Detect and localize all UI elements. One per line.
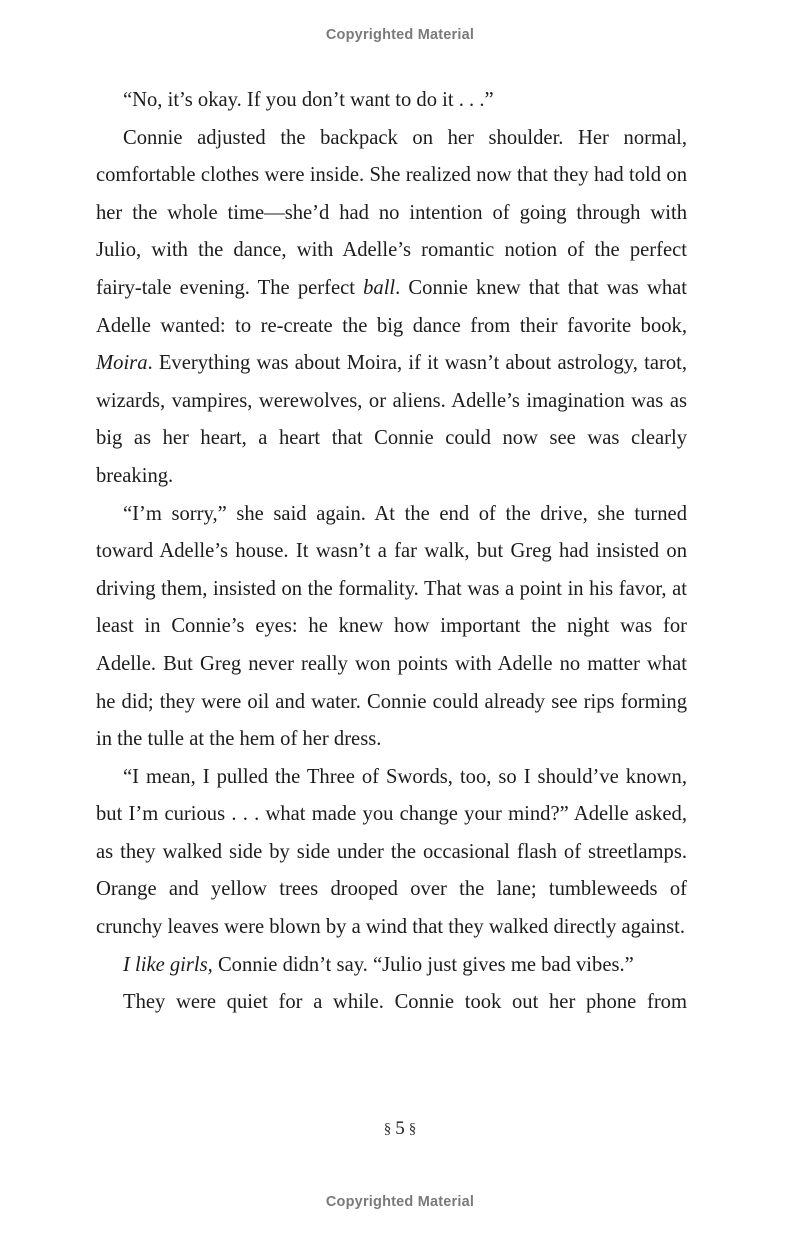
- paragraph-4: “I mean, I pulled the Three of Swords, too, so I should’ve known, but I’m curious . . . what made you change your mind?” Adelle asked, as they walked side by side under the occasional flash of streetlamps. Orange and yellow trees drooped over the lane; tumbleweeds of crunchy leaves were blown by a wind that they walked directly against.: [96, 765, 687, 939]
- paragraph-3: “I’m sorry,” she said again. At the end of the drive, she turned toward Adelle’s house. It wasn’t a far walk, but Greg had insisted on driving them, insisted on the formality. That was a point in his favor, at least in Connie’s eyes: he knew how important the night was for Adelle. But Greg never really won points with Adelle no matter what he did; they were oil and water. Connie could already see rips forming in the tulle at the hem of her dress.: [96, 502, 687, 751]
- paragraph-2-part-c: . Everything was about Moira, if it wasn’t about astrology, tarot, wizards, vampires, werewolves, or aliens. Adelle’s imagination was as big as her heart, a heart that Connie could now see was clearly breaking.: [96, 352, 687, 487]
- copyright-watermark-top: Copyrighted Material: [325, 27, 475, 43]
- paragraph-5: [96, 947, 687, 985]
- paragraph-2: [96, 120, 687, 496]
- folio-ornament-right-icon: §: [408, 1121, 417, 1137]
- paragraph-1: “No, it’s okay. If you don’t want to do it . . .”: [123, 89, 494, 111]
- paragraph-6: They were quiet for a while. Connie took out her phone from: [123, 991, 687, 1014]
- folio-ornament-left-icon: §: [383, 1121, 392, 1137]
- paragraph-2-part-b: . Connie knew that that was what Adelle wanted: to re-create the big dance from their favorite book,: [96, 276, 687, 337]
- page-number-folio: [0, 1118, 800, 1140]
- paragraph-5-italic: I like girls,: [123, 953, 213, 976]
- page-body-text: [96, 82, 687, 1022]
- copyright-watermark-bottom: Copyrighted Material: [325, 1194, 475, 1210]
- page-number: 5: [395, 1118, 405, 1139]
- paragraph-5-rest: Connie didn’t say. “Julio just gives me bad vibes.”: [212, 953, 634, 976]
- paragraph-2-italic-moira: Moira: [96, 352, 148, 375]
- paragraph-2-italic-ball: ball: [363, 276, 396, 299]
- paragraph-2-part-a: Connie adjusted the backpack on her shoulder. Her normal, comfortable clothes were inside. She realized now that they had told on her the whole time—she’d had no intention of going through with Julio, with the dance, with Adelle’s romantic notion of the perfect fairy-tale evening. The perfect: [96, 126, 687, 299]
